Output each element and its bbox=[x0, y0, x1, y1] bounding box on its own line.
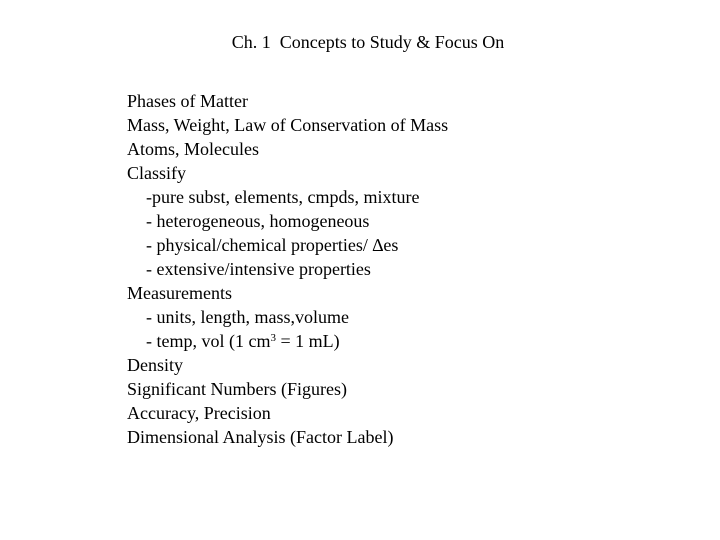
concept-subitem-heterogeneous: - heterogeneous, homogeneous bbox=[146, 211, 370, 231]
temp-vol-prefix: - temp, vol (1 cm bbox=[146, 331, 271, 351]
concept-subitem-pure-substances: -pure subst, elements, cmpds, mixture bbox=[146, 187, 420, 207]
page-title: Ch. 1 Concepts to Study & Focus On bbox=[231, 32, 505, 52]
concept-item-phases-of-matter: Phases of Matter bbox=[127, 91, 248, 111]
concept-item-atoms-molecules: Atoms, Molecules bbox=[127, 139, 259, 159]
concept-subitem-temp-vol bbox=[127, 329, 448, 353]
concept-subitem-extensive-intensive: - extensive/intensive properties bbox=[146, 259, 371, 279]
concept-item-density: Density bbox=[127, 355, 183, 375]
concept-list bbox=[127, 89, 448, 449]
concept-subitem-physical-chemical: - physical/chemical properties/ ∆es bbox=[146, 235, 399, 255]
concept-item-mass-weight: Mass, Weight, Law of Conservation of Mass bbox=[127, 115, 449, 135]
concept-item-dimensional-analysis: Dimensional Analysis (Factor Label) bbox=[127, 427, 394, 447]
concept-item-accuracy-precision: Accuracy, Precision bbox=[127, 403, 271, 423]
concept-item-classify: Classify bbox=[127, 163, 187, 183]
concept-item-significant-figures: Significant Numbers (Figures) bbox=[127, 379, 347, 399]
cubic-exponent: 3 bbox=[270, 332, 276, 344]
concept-item-measurements: Measurements bbox=[127, 283, 232, 303]
concept-subitem-units: - units, length, mass,volume bbox=[146, 307, 349, 327]
temp-vol-suffix: = 1 mL) bbox=[275, 331, 340, 351]
